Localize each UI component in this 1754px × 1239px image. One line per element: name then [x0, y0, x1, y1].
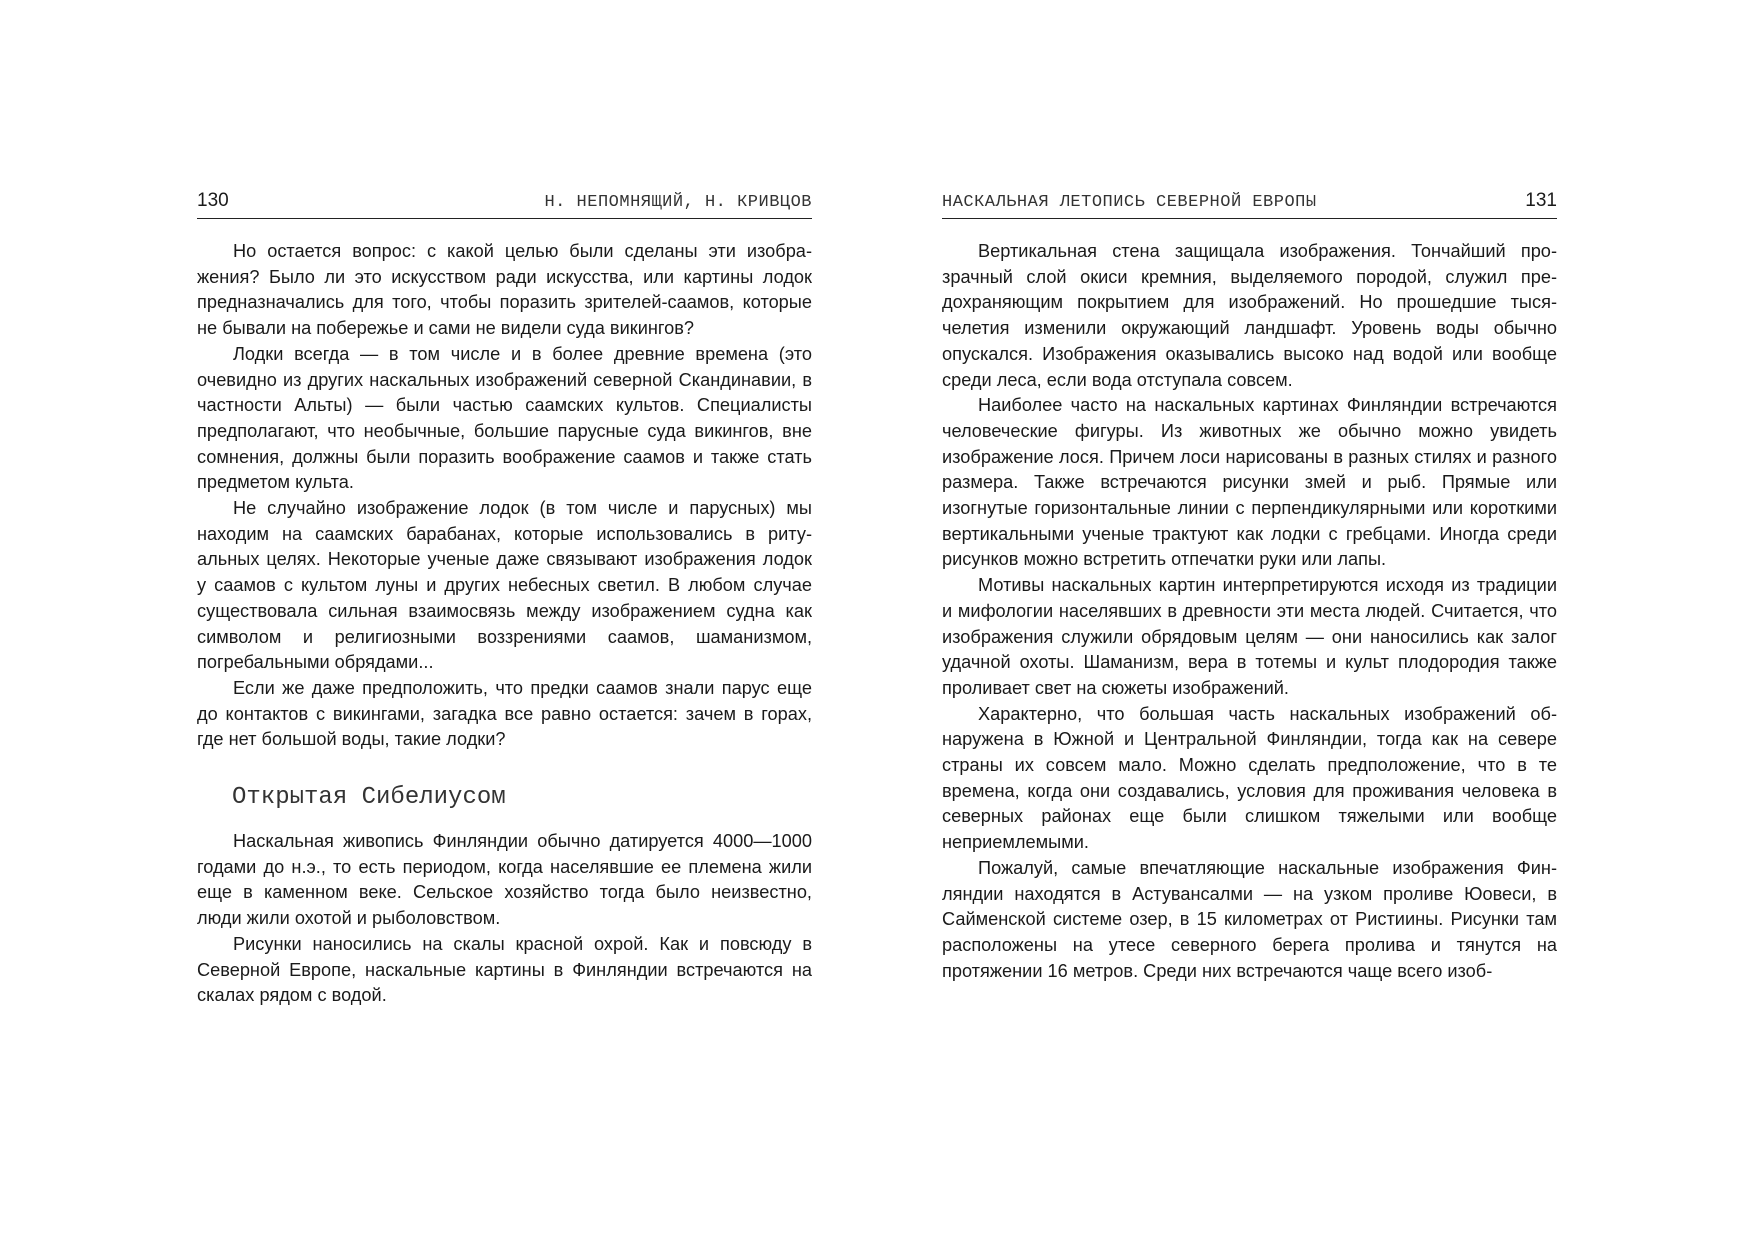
- running-head: НАСКАЛЬНАЯ ЛЕТОПИСЬ СЕВЕРНОЙ ЕВРОПЫ: [942, 193, 1317, 212]
- paragraph: Наскальная живопись Финляндии обычно датируется 4000—1000 годами до н.э., то есть периодом, когда населявшие ее племена жили еще в каменном веке. Сельское хозяйство тогда было неизвестно, люди жили охотой и рыболовством.: [197, 831, 812, 929]
- running-head: Н. НЕПОМНЯЩИЙ, Н. КРИВЦОВ: [544, 193, 812, 212]
- page-body: [942, 239, 1557, 984]
- page-number: 130: [197, 190, 229, 211]
- paragraph: Наиболее часто на наскальных картинах Финляндии встречаются человеческие фигуры. Из животных же обычно можно увидеть изображение лося. Причем лоси нарисованы в разных стилях и разного размера. Также встречаются рисунки змей и рыб. Прямые или изогнутые горизонтальные линии с перпендикулярными или короткими вертикальными ученые трактуют как лодки с гребцами. Иногда среди рисунков можно встретить отпечатки руки или лапы.: [942, 395, 1557, 570]
- paragraph: Пожалуй, самые впечатляющие наскальные изображения Финляндии находятся в Астувансалми — на узком проливе Юовеси, в Сайменской системе озер, в 15 километрах от Ристиины. Рисунки там расположены на утесе северного берега пролива и тянутся на протяжении 16 метров. Среди них встречаются чаще всего изоб-: [942, 857, 1557, 981]
- page-header: [197, 188, 812, 219]
- right-page: [942, 188, 1557, 984]
- paragraph: Но остается вопрос: с какой целью были сделаны эти изображения? Было ли это искусством ради искусства, или картины лодок предназначались для того, чтобы поразить зрителей-саамов, которые не бывали на побережье и сами не видели суда викингов?: [197, 241, 812, 339]
- paragraph: Рисунки наносились на скалы красной охрой. Как и повсюду в Северной Европе, наскальные картины в Финляндии встречаются на скалах рядом с водой.: [197, 933, 812, 1006]
- section-heading: Открытая Сибелиусом: [232, 784, 506, 812]
- paragraph: Если же даже предположить, что предки саамов знали парус еще до контактов с викингами, загадка все равно остается: зачем в горах, где нет большой воды, такие лодки?: [197, 677, 812, 750]
- page-header: [942, 188, 1557, 219]
- left-page: [197, 188, 812, 1009]
- paragraph: Характерно, что большая часть наскальных изображений обнаружена в Южной и Центральной Финляндии, тогда как на севере страны их совсем мало. Можно сделать предположение, что в те времена, когда они создавались, условия для проживания человека в северных районах еще были слишком тяжелыми или вообще неприемлемыми.: [942, 703, 1557, 853]
- page-number: 131: [1525, 190, 1557, 211]
- page-body: [197, 239, 812, 1009]
- paragraph: Мотивы наскальных картин интерпретируются исходя из традиции и мифологии населявших в древности эти места людей. Считается, что изображения служили обрядовым целям — они наносились как залог удачной охоты. Шаманизм, вера в тотемы и культ плодородия также проливает свет на сюжеты изображений.: [942, 575, 1557, 698]
- paragraph: Лодки всегда — в том числе и в более древние времена (это очевидно из других наскальных изображений северной Скандинавии, в частности Альты) — были частью саамских культов. Специалисты предполагают, что необычные, большие парусные суда викингов, вне сомнения, должны были поразить воображение саамов и также стать предметом культа.: [197, 343, 812, 493]
- paragraph: Не случайно изображение лодок (в том числе и парусных) мы находим на саамских барабанах, которые использовались в ритуальных целях. Некоторые ученые даже связывают изображения лодок у саамов с культом луны и других небесных светил. В любом случае существовала сильная взаимосвязь между изображением судна как символом и религиозными воззрениями саамов, шаманизмом, погребальными обрядами...: [197, 498, 812, 673]
- paragraph: Вертикальная стена защищала изображения. Тончайший прозрачный слой окиси кремния, выделяемого породой, служил предохраняющим покрытием для изображений. Но прошедшие тысячелетия изменили окружающий ландшафт. Уровень воды обычно опускался. Изображения оказывались высоко над водой или вообще среди леса, если вода отступала совсем.: [942, 241, 1557, 390]
